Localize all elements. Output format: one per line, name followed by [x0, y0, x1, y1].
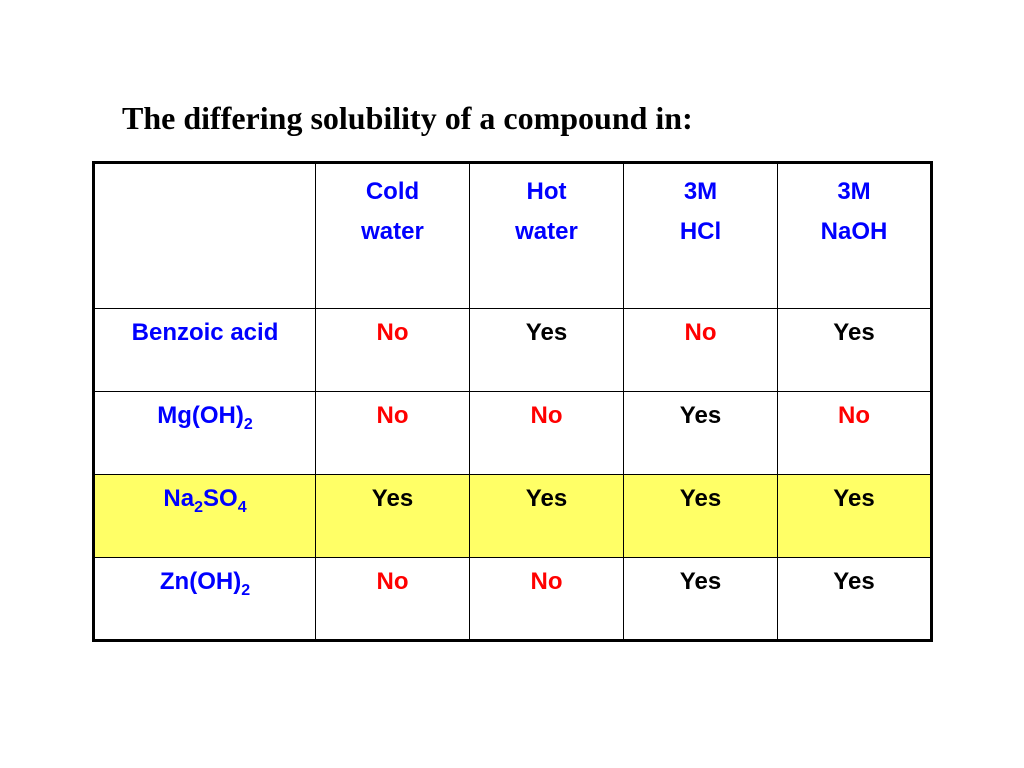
compound-cell	[94, 309, 316, 392]
solubility-cell: No	[624, 309, 778, 392]
table-row-zn-oh-2	[94, 558, 932, 641]
solubility-cell: No	[778, 392, 932, 475]
solubility-cell: Yes	[470, 475, 624, 558]
header-line: HCl	[679, 218, 722, 245]
header-3m-naoh	[778, 163, 932, 309]
table-row-mg-oh-2	[94, 392, 932, 475]
compound-subscript: 2	[243, 416, 253, 433]
solubility-cell: No	[316, 558, 470, 641]
table-row-benzoic-acid	[94, 309, 932, 392]
solubility-table	[92, 161, 933, 642]
compound-name: Mg(OH)	[157, 402, 244, 429]
solubility-cell: Yes	[778, 309, 932, 392]
header-line: 3M	[837, 178, 871, 205]
header-corner-cell	[94, 163, 316, 309]
compound-cell	[94, 392, 316, 475]
compound-name: Na	[163, 485, 195, 512]
compound-name: Benzoic acid	[131, 319, 279, 346]
compound-subscript: 2	[194, 499, 203, 516]
solubility-cell: No	[316, 392, 470, 475]
header-line: Hot	[526, 178, 567, 205]
compound-subscript: 4	[237, 499, 247, 516]
table-row-na2so4	[94, 475, 932, 558]
solubility-cell: Yes	[624, 392, 778, 475]
compound-cell	[94, 558, 316, 641]
compound-name-part: SO	[203, 485, 238, 512]
header-line: NaOH	[820, 218, 888, 245]
header-cold-water	[316, 163, 470, 309]
compound-subscript: 2	[241, 582, 251, 599]
header-line: water	[515, 218, 578, 245]
header-3m-hcl	[624, 163, 778, 309]
header-line: Cold	[365, 178, 420, 205]
solubility-cell: Yes	[316, 475, 470, 558]
compound-name: Zn(OH)	[159, 568, 242, 595]
solubility-cell: Yes	[778, 475, 932, 558]
solubility-cell: Yes	[778, 558, 932, 641]
solubility-cell: Yes	[624, 475, 778, 558]
table-header-row	[94, 163, 932, 309]
header-hot-water	[470, 163, 624, 309]
solubility-cell: No	[470, 392, 624, 475]
compound-cell	[94, 475, 316, 558]
header-line: water	[361, 218, 424, 245]
solubility-cell: No	[470, 558, 624, 641]
solubility-cell: Yes	[470, 309, 624, 392]
solubility-cell: Yes	[624, 558, 778, 641]
slide-title: The differing solubility of a compound in:	[122, 100, 693, 136]
solubility-cell: No	[316, 309, 470, 392]
header-line: 3M	[683, 178, 718, 205]
